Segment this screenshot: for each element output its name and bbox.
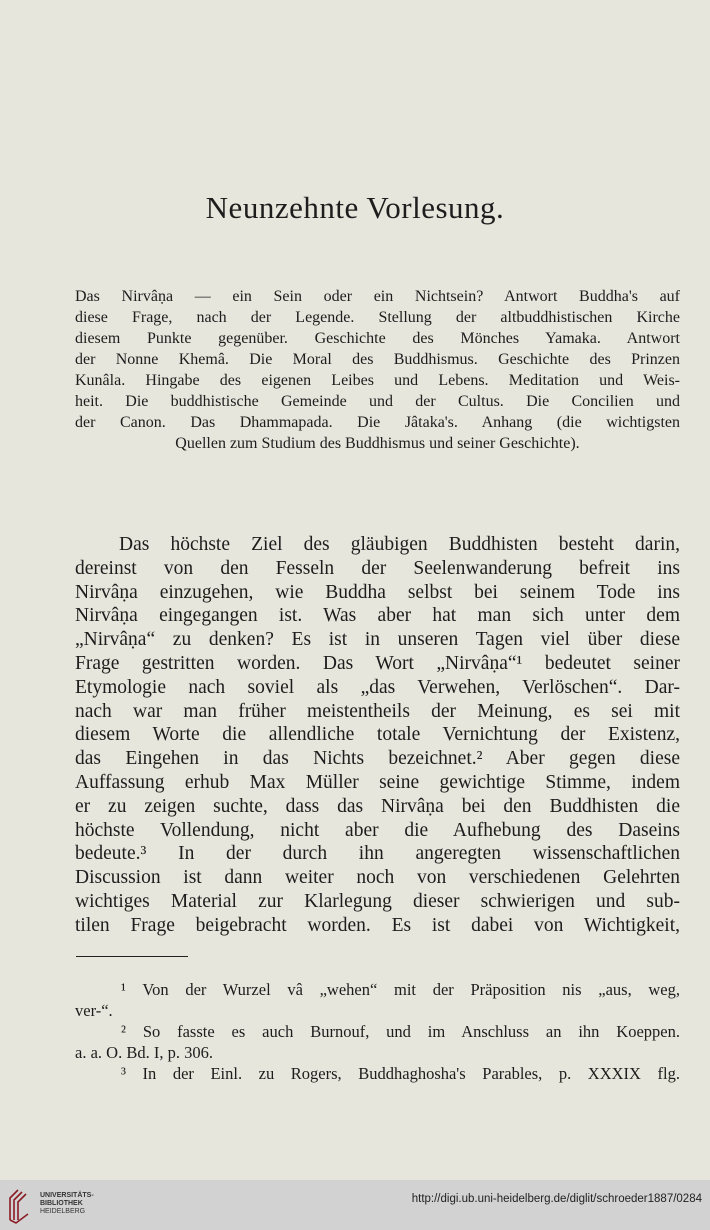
- summary-line: diesem Punkte gegenüber. Geschichte des Mönches Yamaka. Antwort: [75, 330, 680, 347]
- footnote-divider: [76, 956, 188, 957]
- footnote-line: ³ In der Einl. zu Rogers, Buddhaghosha's Parables, p. XXXIX flg.: [121, 1064, 680, 1083]
- body-line: nach war man früher meistentheils der Meinung, es sei mit: [75, 700, 680, 722]
- body-line: bedeute.³ In der durch ihn angeregten wissenschaftlichen: [75, 843, 680, 865]
- library-name-line: HEIDELBERG: [40, 1208, 86, 1215]
- footnotes: [75, 979, 680, 1084]
- summary-line: Kunâla. Hingabe des eigenen Leibes und Lebens. Meditation und Weis-: [75, 372, 680, 389]
- footnote-line: ² So fasste es auch Burnouf, und im Anschluss an ihn Koeppen.: [121, 1022, 680, 1041]
- summary-line: diese Frage, nach der Legende. Stellung der altbuddhistischen Kirche: [75, 309, 680, 326]
- body-line: er zu zeigen suchte, dass das Nirvâṇa bei den Buddhisten die: [75, 795, 680, 817]
- body-line: dereinst von den Fesseln der Seelenwanderung befreit ins: [75, 557, 680, 579]
- chapter-summary: [75, 286, 680, 454]
- body-line: Auffassung erhub Max Müller seine gewichtige Stimme, indem: [75, 771, 680, 793]
- summary-line: der Nonne Khemâ. Die Moral des Buddhismus. Geschichte des Prinzen: [75, 351, 680, 368]
- body-line: wichtiges Material zur Klarlegung dieser schwierigen und sub-: [75, 890, 680, 912]
- body-line: das Eingehen in das Nichts bezeichnet.² Aber gegen diese: [75, 748, 680, 770]
- body-line: tilen Frage beigebracht worden. Es ist dabei von Wichtigkeit,: [75, 914, 680, 936]
- library-footer: [0, 1180, 710, 1230]
- summary-line: Das Nirvâṇa — ein Sein oder ein Nichtsein? Antwort Buddha's auf: [75, 288, 680, 305]
- summary-line: heit. Die buddhistische Gemeinde und der Cultus. Die Concilien und: [75, 393, 680, 410]
- summary-line: Quellen zum Studium des Buddhismus und seiner Geschichte).: [175, 435, 580, 452]
- page-title: Neunzehnte Vorlesung.: [205, 190, 505, 225]
- body-line: Nirvâṇa einzugehen, wie Buddha selbst bei seinem Tode ins: [75, 581, 680, 603]
- body-text: [75, 533, 680, 938]
- summary-line: der Canon. Das Dhammapada. Die Jâtaka's. Anhang (die wichtigsten: [75, 414, 680, 431]
- footnote-line: ver-“.: [75, 1001, 113, 1020]
- footnote-line: a. a. O. Bd. I, p. 306.: [75, 1043, 213, 1062]
- library-name: [40, 1192, 94, 1216]
- body-line: diesem Worte die allendliche totale Vernichtung der Existenz,: [75, 724, 680, 746]
- footnote-line: ¹ Von der Wurzel vâ „wehen“ mit der Präposition nis „aus, weg,: [121, 980, 680, 999]
- source-url[interactable]: http://digi.ub.uni-heidelberg.de/diglit/schroeder1887/0284: [411, 1193, 702, 1205]
- body-line: „Nirvâṇa“ zu denken? Es ist in unseren Tagen viel über diese: [75, 629, 680, 651]
- library-name-line: UNIVERSITÄTS-: [40, 1192, 94, 1199]
- body-line: Nirvâṇa eingegangen ist. Was aber hat man sich unter dem: [75, 605, 680, 627]
- body-line: Discussion ist dann weiter noch von verschiedenen Gelehrten: [75, 867, 680, 889]
- body-line: höchste Vollendung, nicht aber die Aufhebung des Daseins: [75, 819, 680, 841]
- body-line: Frage gestritten worden. Das Wort „Nirvâṇa“¹ bedeutet seiner: [75, 652, 680, 674]
- library-logo-icon: [6, 1186, 36, 1224]
- library-name-line: BIBLIOTHEK: [40, 1200, 83, 1207]
- body-line: Etymologie nach soviel als „das Verwehen, Verlöschen“. Dar-: [75, 676, 680, 698]
- body-line: Das höchste Ziel des gläubigen Buddhisten besteht darin,: [119, 534, 680, 555]
